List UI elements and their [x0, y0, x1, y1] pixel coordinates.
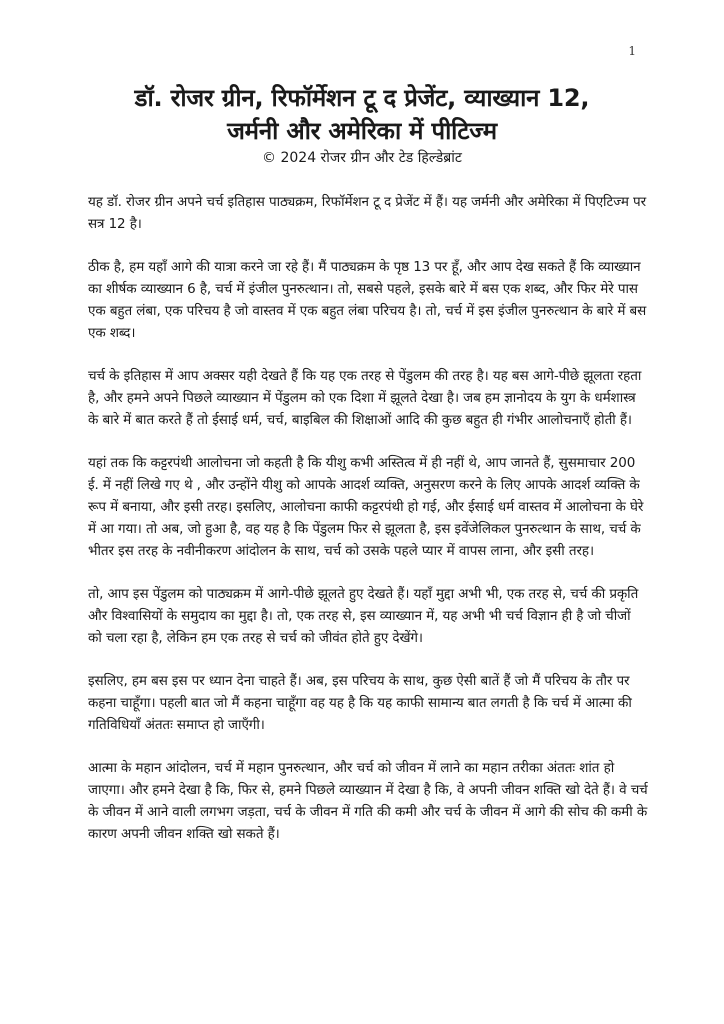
paragraph: यह डॉ. रोजर ग्रीन अपने चर्च इतिहास पाठ्यक्रम, रिफॉर्मेशन टू द प्रेजेंट में हैं। यह जर्मनी और अमेरिका में पिएटिज्म पर सत्र 12 है।	[88, 194, 647, 232]
copyright-line: © 2024 रोजर ग्रीन और टेड हिल्डेब्रांट	[262, 150, 462, 166]
title-line-1: डॉ. रोजर ग्रीन, रिफॉर्मेशन टू द प्रेजेंट, व्याख्यान 12,	[134, 84, 590, 112]
document-body	[88, 191, 648, 866]
paragraph: तो, आप इस पेंडुलम को पाठ्यक्रम में आगे-पीछे झूलते हुए देखते हैं। यहाँ मुद्दा अभी भी, एक तरह से, चर्च की प्रकृति और विश्वासियों के समुदाय का मुद्दा है। तो, एक तरह से, इस व्याख्यान में, यह अभी भी चर्च विज्ञान ही है जो चीजों को चला रहा है, लेकिन हम एक तरह से चर्च को जीवंत होते हुए देखेंगे।	[88, 586, 639, 646]
document-title	[60, 82, 664, 148]
paragraph: ठीक है, हम यहाँ आगे की यात्रा करने जा रहे हैं। मैं पाठ्यक्रम के पृष्ठ 13 पर हूँ, और आप देख सकते हैं कि व्याख्यान का शीर्षक व्याख्यान 6 है, चर्च में इंजील पुनरुत्थान। तो, सबसे पहले, इसके बारे में बस एक शब्द, और फिर मेरे पास एक बहुत लंबा, एक परिचय है जो वास्तव में एक बहुत लंबा परिचय है। तो, चर्च में इस इंजील पुनरुत्थान के बारे में बस एक शब्द।	[88, 259, 647, 341]
title-line-2: जर्मनी और अमेरिका में पीटिज्म	[227, 117, 497, 145]
paragraph: आत्मा के महान आंदोलन, चर्च में महान पुनरुत्थान, और चर्च को जीवन में लाने का महान तरीका अंततः शांत हो जाएगा। और हमने देखा है कि, फिर से, हमने पिछले व्याख्यान में देखा है कि, वे अपनी जीवन शक्ति खो देते हैं। वे चर्च के जीवन में आने वाली लगभग जड़ता, चर्च के जीवन में गति की कमी और चर्च के जीवन में आगे की सोच की कमी के कारण अपनी जीवन शक्ति खो सकते हैं।	[88, 760, 648, 842]
paragraph: इसलिए, हम बस इस पर ध्यान देना चाहते हैं। अब, इस परिचय के साथ, कुछ ऐसी बातें हैं जो मैं परिचय के तौर पर कहना चाहूँगा। पहली बात जो मैं कहना चाहूँगा वह यह है कि यह काफी सामान्य बात लगती है कि चर्च में आत्मा की गतिविधियाँ अंततः समाप्त हो जाएँगी।	[88, 673, 632, 733]
paragraph: यहां तक कि कट्टरपंथी आलोचना जो कहती है कि यीशु कभी अस्तित्व में ही नहीं थे, आप जानते हैं, सुसमाचार 200 ई. में नहीं लिखे गए थे , और उन्होंने यीशु को आपके आदर्श व्यक्ति, अनुसरण करने के लिए आपके आदर्श व्यक्ति के रूप में बनाया, और इसी तरह। इसलिए, आलोचना काफी कट्टरपंथी हो गई, और ईसाई धर्म वास्तव में आलोचना के घेरे में आ गया। तो अब, जो हुआ है, वह यह है कि पेंडुलम फिर से झूलता है, इस इवेंजेलिकल पुनरुत्थान के साथ, चर्च के भीतर इस तरह के नवीनीकरण आंदोलन के साथ, चर्च को उसके पहले प्यार में वापस लाना, और इसी तरह।	[88, 455, 644, 559]
paragraph: चर्च के इतिहास में आप अक्सर यही देखते हैं कि यह एक तरह से पेंडुलम की तरह है। यह बस आगे-पीछे झूलता रहता है, और हमने अपने पिछले व्याख्यान में पेंडुलम को एक दिशा में झूलते देखा है। जब हम ज्ञानोदय के युग के धर्मशास्त्र के बारे में बात करते हैं तो ईसाई धर्म, चर्च, बाइबिल की शिक्षाओं आदि की कुछ बहुत ही गंभीर आलोचनाएँ होती हैं।	[88, 368, 642, 428]
page-number: 1	[628, 44, 636, 58]
